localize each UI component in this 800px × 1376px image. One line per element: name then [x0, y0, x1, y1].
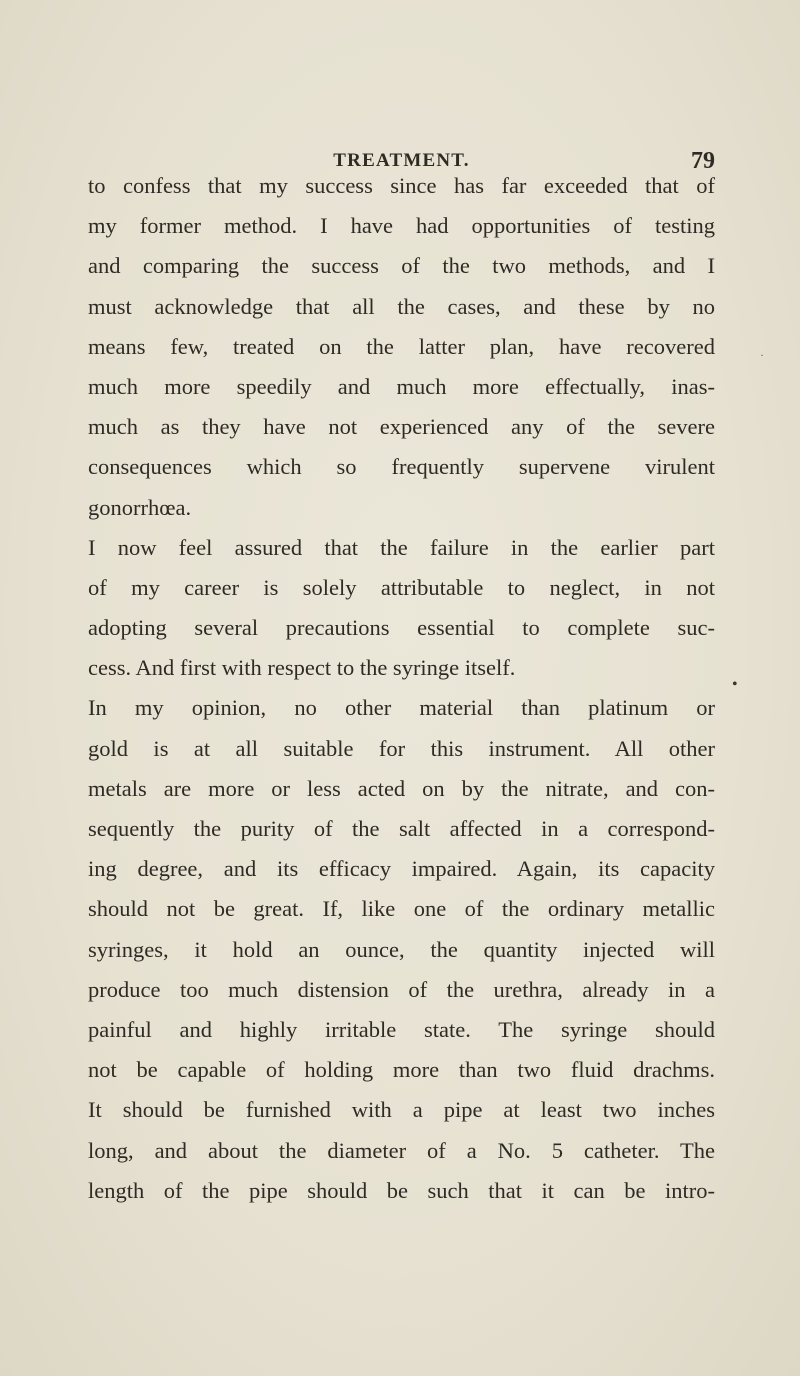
text-line: long, and about the diameter of a No. 5 catheter. The — [88, 1137, 715, 1163]
ink-speck: • — [732, 676, 738, 693]
text-line: my former method. I have had opportunities of testing — [88, 213, 715, 239]
text-line: metals are more or less acted on by the nitrate, and con- — [88, 775, 715, 801]
text-line: not be capable of holding more than two fluid drachms. — [88, 1057, 715, 1083]
text-line: ing degree, and its efficacy impaired. Again, its capacity — [88, 856, 715, 882]
text-line: length of the pipe should be such that it can be intro- — [88, 1177, 715, 1203]
text-line: painful and highly irritable state. The syringe should — [88, 1016, 715, 1042]
page-number: 79 — [691, 148, 715, 174]
text-line: and comparing the success of the two methods, and I — [88, 253, 715, 279]
text-line: means few, treated on the latter plan, have recovered — [88, 333, 715, 359]
text-line: should not be great. If, like one of the ordinary metallic — [88, 896, 715, 922]
text-line: much as they have not experienced any of the severe — [88, 414, 715, 440]
text-line: gonorrhœa. — [88, 494, 192, 520]
text-line: to confess that my success since has far exceeded that of — [88, 173, 715, 198]
text-line: I now feel assured that the failure in the earlier part — [88, 534, 715, 560]
text-line: adopting several precautions essential to complete suc- — [88, 615, 715, 641]
text-line: It should be furnished with a pipe at least two inches — [88, 1097, 715, 1123]
running-head-title: TREATMENT. — [333, 150, 470, 171]
text-line: much more speedily and much more effectually, inas- — [88, 373, 715, 399]
text-line: must acknowledge that all the cases, and these by no — [88, 293, 715, 319]
ink-speck: · — [760, 348, 764, 362]
text-line: sequently the purity of the salt affected in a correspond- — [88, 816, 715, 841]
text-line: produce too much distension of the urethra, already in a — [88, 976, 715, 1002]
text-line: gold is at all suitable for this instrument. All other — [88, 735, 715, 761]
text-line: In my opinion, no other material than platinum or — [88, 695, 715, 721]
text-line: consequences which so frequently supervene virulent — [88, 454, 715, 480]
body-text — [88, 166, 715, 1211]
text-line: of my career is solely attributable to neglect, in not — [88, 574, 715, 600]
text-line: syringes, it hold an ounce, the quantity injected will — [88, 936, 715, 962]
text-line: cess. And first with respect to the syringe itself. — [88, 655, 516, 681]
